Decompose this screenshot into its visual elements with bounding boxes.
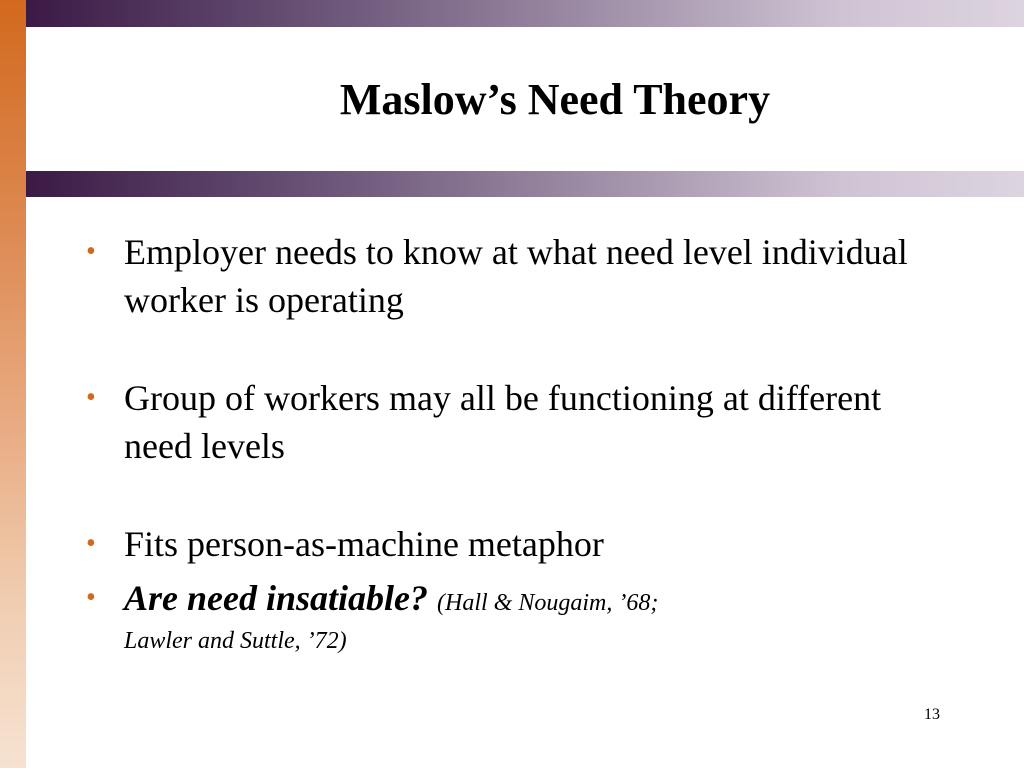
page-number: 13	[924, 706, 940, 723]
citation-line-1: (Hall & Nougaim, ’68;	[437, 590, 659, 616]
bullet-text: Fits person-as-machine metaphor	[124, 524, 604, 564]
bullet-item	[86, 574, 946, 658]
bullet-dot-icon: •	[86, 382, 96, 413]
citation-line-2: Lawler and Suttle, ’72)	[124, 628, 347, 654]
bullet-text: Employer needs to know at what need level individual worker is operating	[124, 232, 908, 320]
question-text: Are need insatiable?	[124, 578, 428, 618]
bullet-list	[86, 228, 946, 658]
left-accent-bar	[0, 0, 26, 768]
bullet-text: Group of workers may all be functioning at different need levels	[124, 378, 882, 466]
bullet-dot-icon: •	[86, 528, 96, 559]
bullet-item	[86, 520, 946, 568]
bullet-item	[86, 374, 946, 470]
top-gradient-band	[26, 0, 1024, 27]
title-divider-band	[26, 171, 1024, 197]
slide-title: Maslow’s Need Theory	[339, 75, 771, 124]
bullet-dot-icon: •	[86, 582, 96, 613]
bullet-dot-icon: •	[86, 236, 96, 267]
bullet-item	[86, 228, 946, 324]
